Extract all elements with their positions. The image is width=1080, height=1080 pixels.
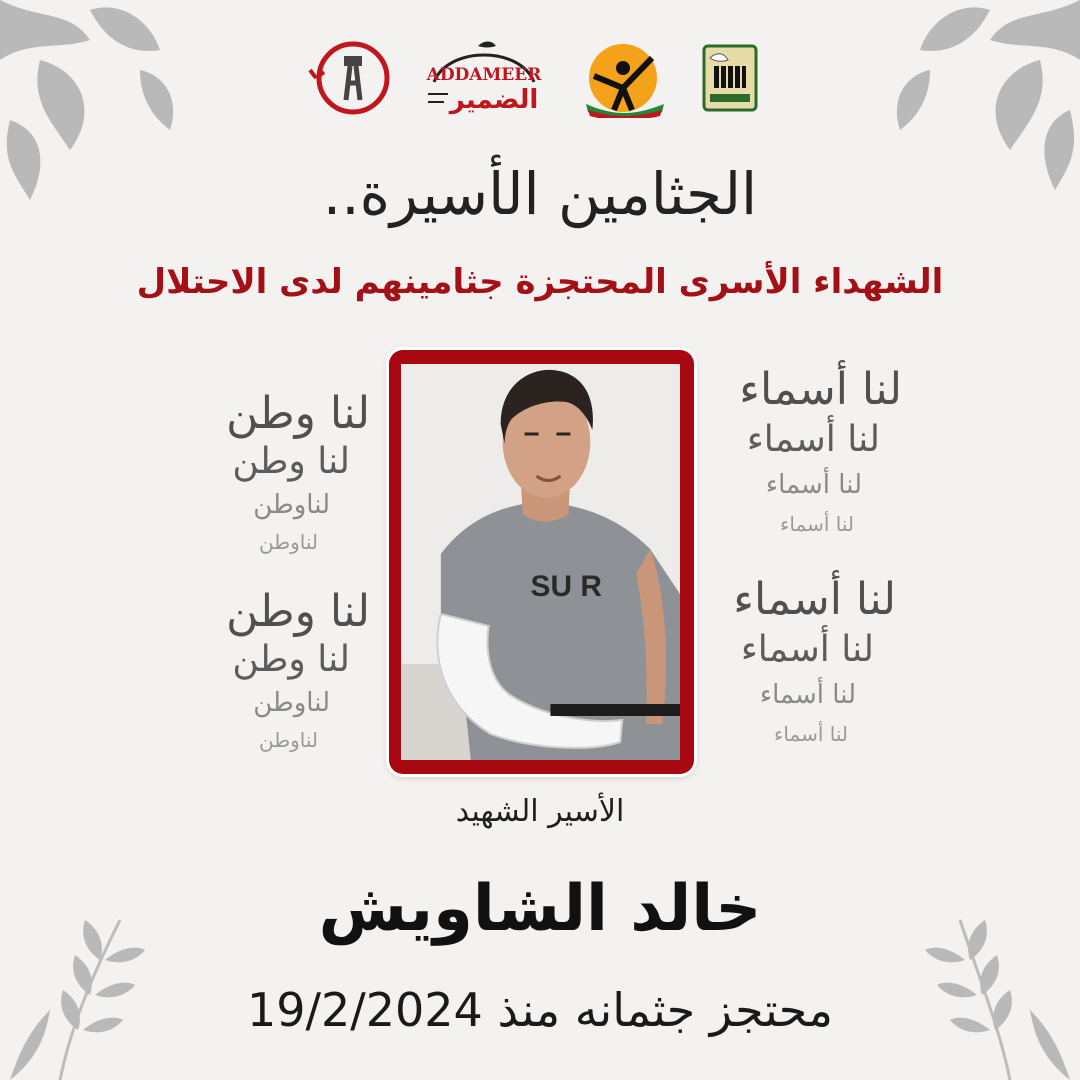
left-phrases-top	[160, 388, 370, 554]
phrase-line: لنا أسماء	[774, 722, 848, 746]
phrase-line: لنا أسماء	[739, 364, 902, 415]
phrase-line: لنا وطن	[226, 388, 370, 439]
martyr-caption: الأسير الشهيد	[455, 794, 625, 829]
phrase-line: لنا أسماء	[765, 470, 862, 500]
addameer-latin-text: ADDAMEER	[426, 65, 542, 85]
frame-camera-dots	[513, 354, 541, 359]
phrase-line: لناوطن	[258, 530, 318, 554]
phrase-line: لناوطن	[258, 728, 318, 752]
prisoners-commission-logo	[694, 38, 766, 118]
phrase-line: لناوطن	[253, 490, 330, 520]
portrait-frame	[389, 350, 694, 774]
right-phrases-top	[690, 364, 902, 536]
phrase-line: لنا وطن	[232, 441, 350, 482]
portrait-photo	[401, 364, 680, 760]
phrase-line: لنا أسماء	[733, 574, 896, 625]
subhead: الشهداء الأسرى المحتجزة جثامينهم لدى الاحتلال	[136, 262, 944, 302]
martyr-name: خالد الشاويش	[318, 872, 762, 946]
addameer-arabic-text: الضمير	[449, 85, 539, 115]
phrase-line: لنا وطن	[226, 586, 370, 637]
addameer-logo	[418, 38, 550, 118]
headline: الجثامين الأسيرة..	[322, 160, 758, 228]
phrase-line: لناوطن	[253, 688, 330, 718]
phrase-line: لنا أسماء	[746, 419, 880, 460]
phrase-line: لنا أسماء	[780, 512, 854, 536]
phrase-line: لنا وطن	[232, 639, 350, 680]
detention-date-line: محتجز جثمانه منذ 19/2/2024	[246, 983, 834, 1037]
right-phrases-bottom	[690, 574, 896, 746]
sun-figure-logo	[574, 38, 672, 118]
shirt-print-text: SU R	[530, 569, 602, 604]
prisoners-circle-logo	[308, 38, 398, 118]
phrase-line: لنا أسماء	[740, 629, 874, 670]
phrase-line: لنا أسماء	[759, 680, 856, 710]
left-phrases-bottom	[160, 586, 370, 752]
